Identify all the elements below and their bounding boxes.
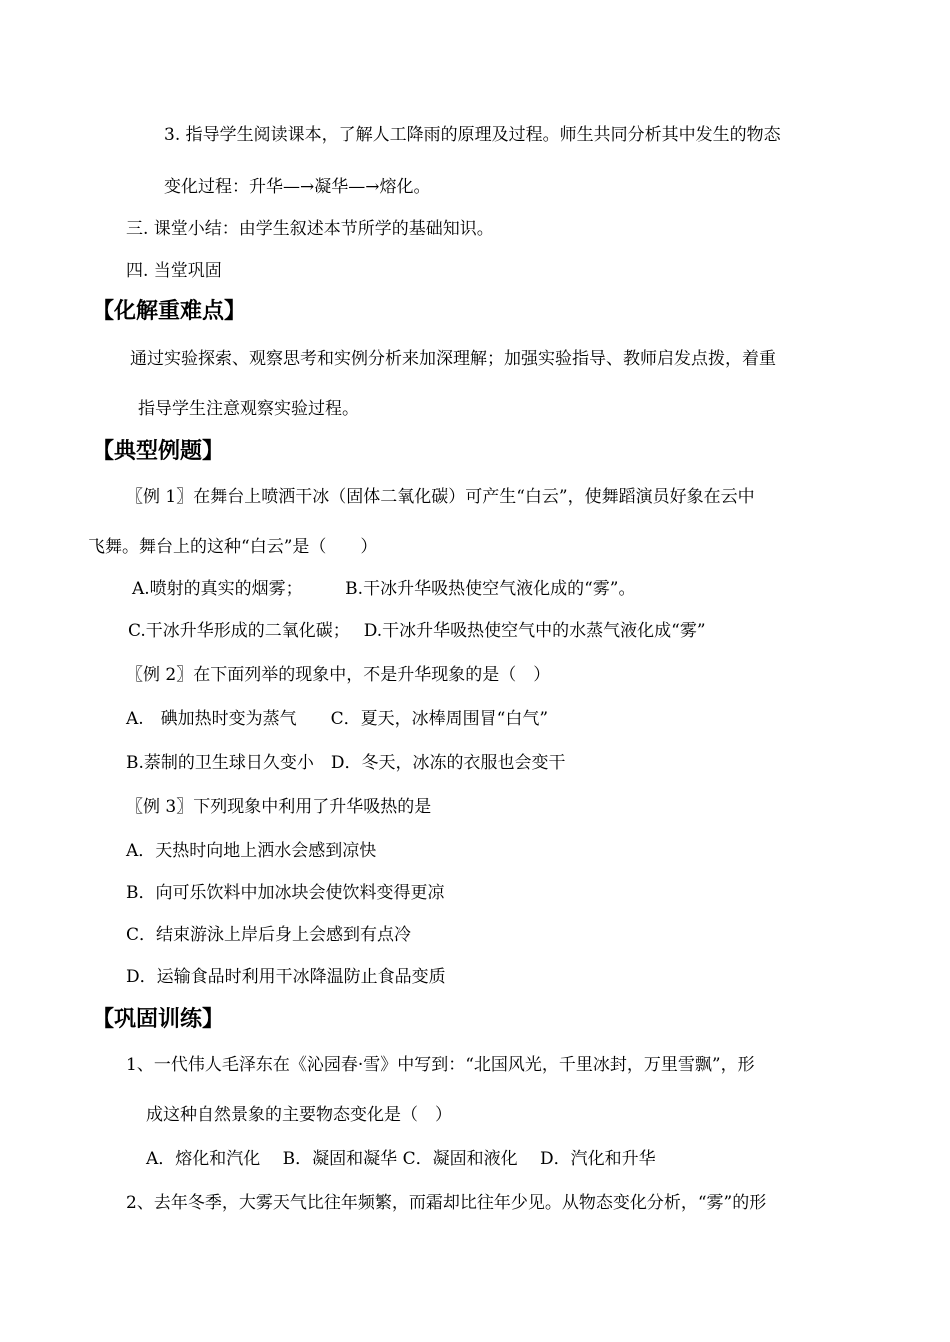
training-q1-line2: 成这种自然景象的主要物态变化是（ ） <box>146 1105 452 1125</box>
example1-options-cd: C.干冰升华形成的二氧化碳； D.干冰升华吸热使空气中的水蒸气液化成“雾” <box>128 621 706 641</box>
item3-line1: 3. 指导学生阅读课本，了解人工降雨的原理及过程。师生共同分析其中发生的物态 <box>164 125 781 145</box>
difficulty-heading: 【化解重难点】 <box>92 299 247 324</box>
example3-question: 〖例 3〗下列现象中利用了升华吸热的是 <box>126 797 432 817</box>
training-q1-options: A．熔化和汽化 B．凝固和凝华 C．凝固和液化 D．汽化和升华 <box>146 1149 656 1169</box>
summary-line: 三. 课堂小结：由学生叙述本节所学的基础知识。 <box>126 219 494 239</box>
example3-option-c: C．结束游泳上岸后身上会感到有点冷 <box>126 925 412 945</box>
difficulty-line1: 通过实验探索、观察思考和实例分析来加深理解；加强实验指导、教师启发点拨，着重 <box>130 349 776 369</box>
training-heading: 【巩固训练】 <box>92 1007 225 1032</box>
training-q2-line1: 2、去年冬季，大雾天气比往年频繁，而霜却比往年少见。从物态变化分析，“雾”的形 <box>126 1193 767 1213</box>
example2-question: 〖例 2〗在下面列举的现象中，不是升华现象的是（ ） <box>126 665 551 685</box>
example3-option-d: D．运输食品时利用干冰降温防止食品变质 <box>126 967 446 987</box>
item3-line2: 变化过程：升华—→凝华—→熔化。 <box>164 177 431 197</box>
example1-options-ab: A.喷射的真实的烟雾； B.干冰升华吸热使空气液化成的“雾”。 <box>132 579 636 599</box>
consolidate-line: 四. 当堂巩固 <box>126 261 222 281</box>
example2-options-ac: A. 碘加热时变为蒸气 C．夏天，冰棒周围冒“白气” <box>126 709 549 729</box>
example1-line2: 飞舞。舞台上的这种“白云”是（ ） <box>88 537 378 557</box>
example2-options-bd: B.萘制的卫生球日久变小 D．冬天，冰冻的衣服也会变干 <box>126 753 566 773</box>
examples-heading: 【典型例题】 <box>92 439 225 464</box>
example3-option-a: A．天热时向地上洒水会感到凉快 <box>126 841 377 861</box>
training-q1-line1: 1、一代伟人毛泽东在《沁园春·雪》中写到：“北国风光，千里冰封，万里雪飘”，形 <box>126 1055 755 1075</box>
example3-option-b: B．向可乐饮料中加冰块会使饮料变得更凉 <box>126 883 445 903</box>
example1-line1: 〖例 1〗在舞台上喷洒干冰（固体二氧化碳）可产生“白云”，使舞蹈演员好象在云中 <box>126 487 755 507</box>
difficulty-line2: 指导学生注意观察实验过程。 <box>138 399 359 419</box>
